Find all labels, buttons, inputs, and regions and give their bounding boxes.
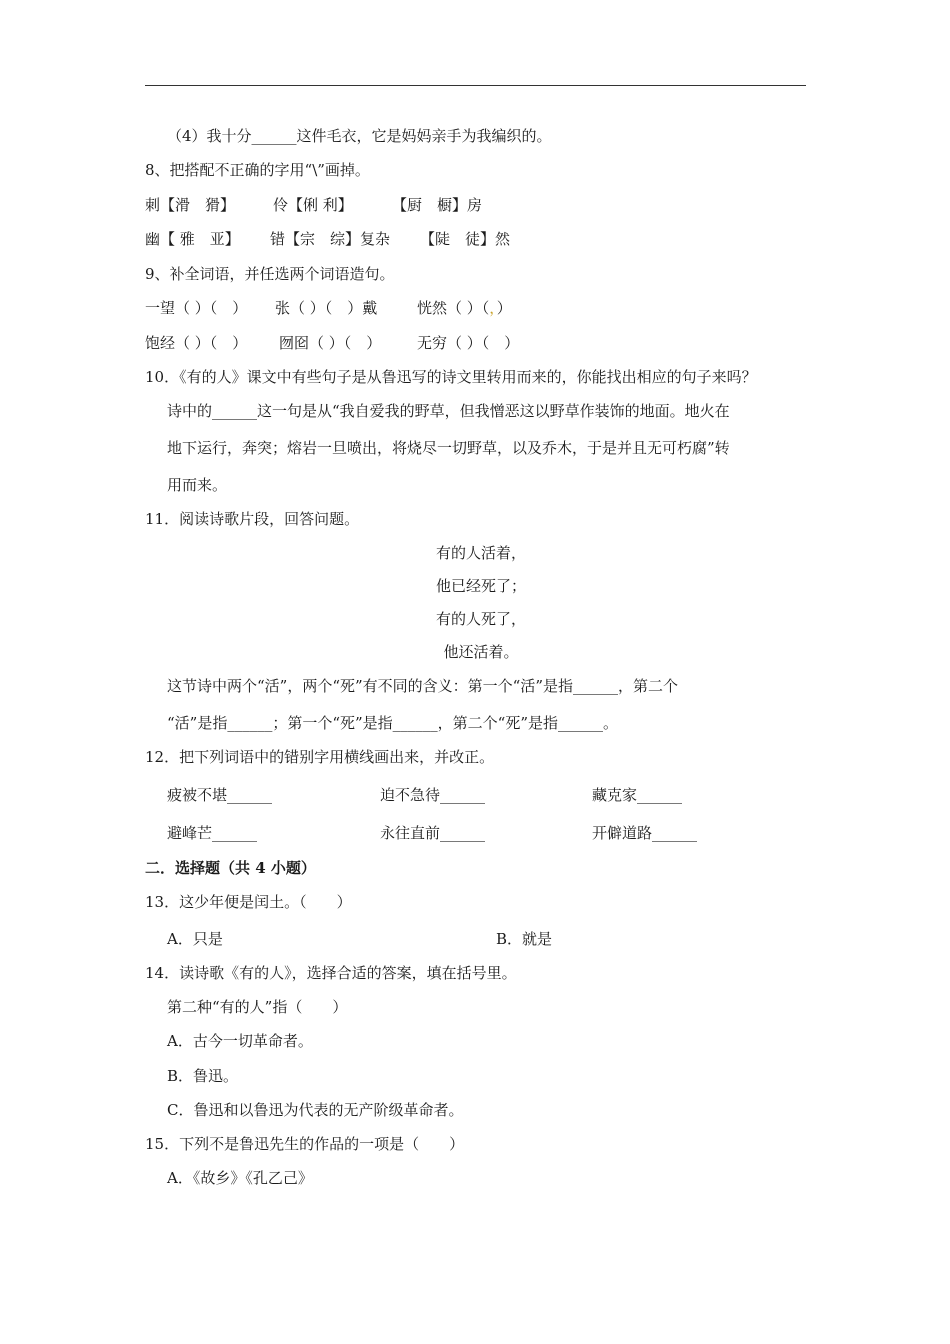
q8-row2-col3: 【陡 徒】然 bbox=[420, 230, 511, 248]
q11-poem-line3: 有的人死了， bbox=[435, 610, 526, 628]
q11-poem-line1: 有的人活着， bbox=[435, 544, 526, 562]
q14-stem: 第二种“有的人”指（ ） bbox=[167, 998, 348, 1016]
q12-row2-col3: 开僻道路______ bbox=[592, 824, 698, 842]
q9-row1-col1: 一望（ ）（ ） bbox=[145, 299, 248, 317]
q12-row2-col1: 避峰芒______ bbox=[167, 824, 258, 842]
q14-title: 14．读诗歌《有的人》，选择合适的答案，填在括号里。 bbox=[145, 964, 517, 982]
q14-option-c: C．鲁迅和以鲁迅为代表的无产阶级革命者。 bbox=[167, 1101, 464, 1119]
q10-line1: 诗中的______这一句是从“我自爱我的野草，但我憎恶这以野草作装饰的地面。地火在 bbox=[167, 402, 730, 420]
q11-title: 11．阅读诗歌片段，回答问题。 bbox=[145, 510, 360, 528]
q15-option-a: A．《故乡》《孔乙己》 bbox=[167, 1169, 313, 1187]
q8-row2-col1: 幽【 雅 亚】 bbox=[145, 230, 240, 248]
q8-row1-col2: 伶【俐 利】 bbox=[273, 196, 353, 214]
q9-title: 9、补全词语，并任选两个词语造句。 bbox=[145, 265, 395, 283]
q10-line3: 用而来。 bbox=[167, 476, 228, 494]
q8-row1-col3: 【厨 橱】房 bbox=[392, 196, 483, 214]
q8-row1-col1: 刺【滑 猾】 bbox=[145, 196, 236, 214]
q9-row1-col2: 张（ ）（ ）戴 bbox=[275, 299, 378, 317]
q12-title: 12．把下列词语中的错别字用横线画出来，并改正。 bbox=[145, 748, 495, 766]
q12-row1-col3: 藏克家______ bbox=[592, 786, 683, 804]
q8-title: 8、把搭配不正确的字用“\”画掉。 bbox=[145, 161, 370, 179]
q13-option-b: B．就是 bbox=[496, 930, 553, 948]
q14-option-b: B．鲁迅。 bbox=[167, 1067, 239, 1085]
q9-row2-col3: 无穷（ ）（ ） bbox=[417, 334, 520, 352]
q9-row2-col2: 囫囵（ ）（ ） bbox=[279, 334, 382, 352]
q12-row2-col2: 永往直前______ bbox=[380, 824, 486, 842]
q9-row1-col3: 恍然（ ）（，） bbox=[417, 299, 512, 317]
q11-line1: 这节诗中两个“活”，两个“死”有不同的含义：第一个“活”是指______，第二个 bbox=[167, 677, 679, 695]
q12-row1-col2: 迫不急待______ bbox=[380, 786, 486, 804]
q10-title: 10．《有的人》课文中有些句子是从鲁迅写的诗文里转用而来的，你能找出相应的句子来吗？ bbox=[145, 368, 757, 386]
q12-row1-col1: 疲被不堪______ bbox=[167, 786, 273, 804]
q9-row2-col1: 饱经（ ）（ ） bbox=[145, 334, 248, 352]
q8-row2-col2: 错【宗 综】复杂 bbox=[270, 230, 391, 248]
q11-poem-line2: 他已经死了； bbox=[435, 577, 526, 595]
q10-line2: 地下运行，奔突；熔岩一旦喷出，将烧尽一切野草，以及乔木，于是并且无可朽腐”转 bbox=[167, 439, 730, 457]
q11-poem-line4: 他还活着。 bbox=[443, 643, 519, 661]
q7-item-4: （4）我十分______这件毛衣，它是妈妈亲手为我编织的。 bbox=[167, 127, 552, 145]
header-rule bbox=[145, 85, 806, 86]
q11-line2: “活”是指______；第一个“死”是指______，第二个“死”是指______。 bbox=[167, 714, 619, 732]
q13-option-a: A．只是 bbox=[167, 930, 223, 948]
q13-title: 13．这少年便是闰土。（ ） bbox=[145, 893, 352, 911]
section2-title: 二．选择题（共 4 小题） bbox=[145, 859, 316, 877]
q14-option-a: A．古今一切革命者。 bbox=[167, 1032, 313, 1050]
q15-title: 15．下列不是鲁迅先生的作品的一项是（ ） bbox=[145, 1135, 465, 1153]
